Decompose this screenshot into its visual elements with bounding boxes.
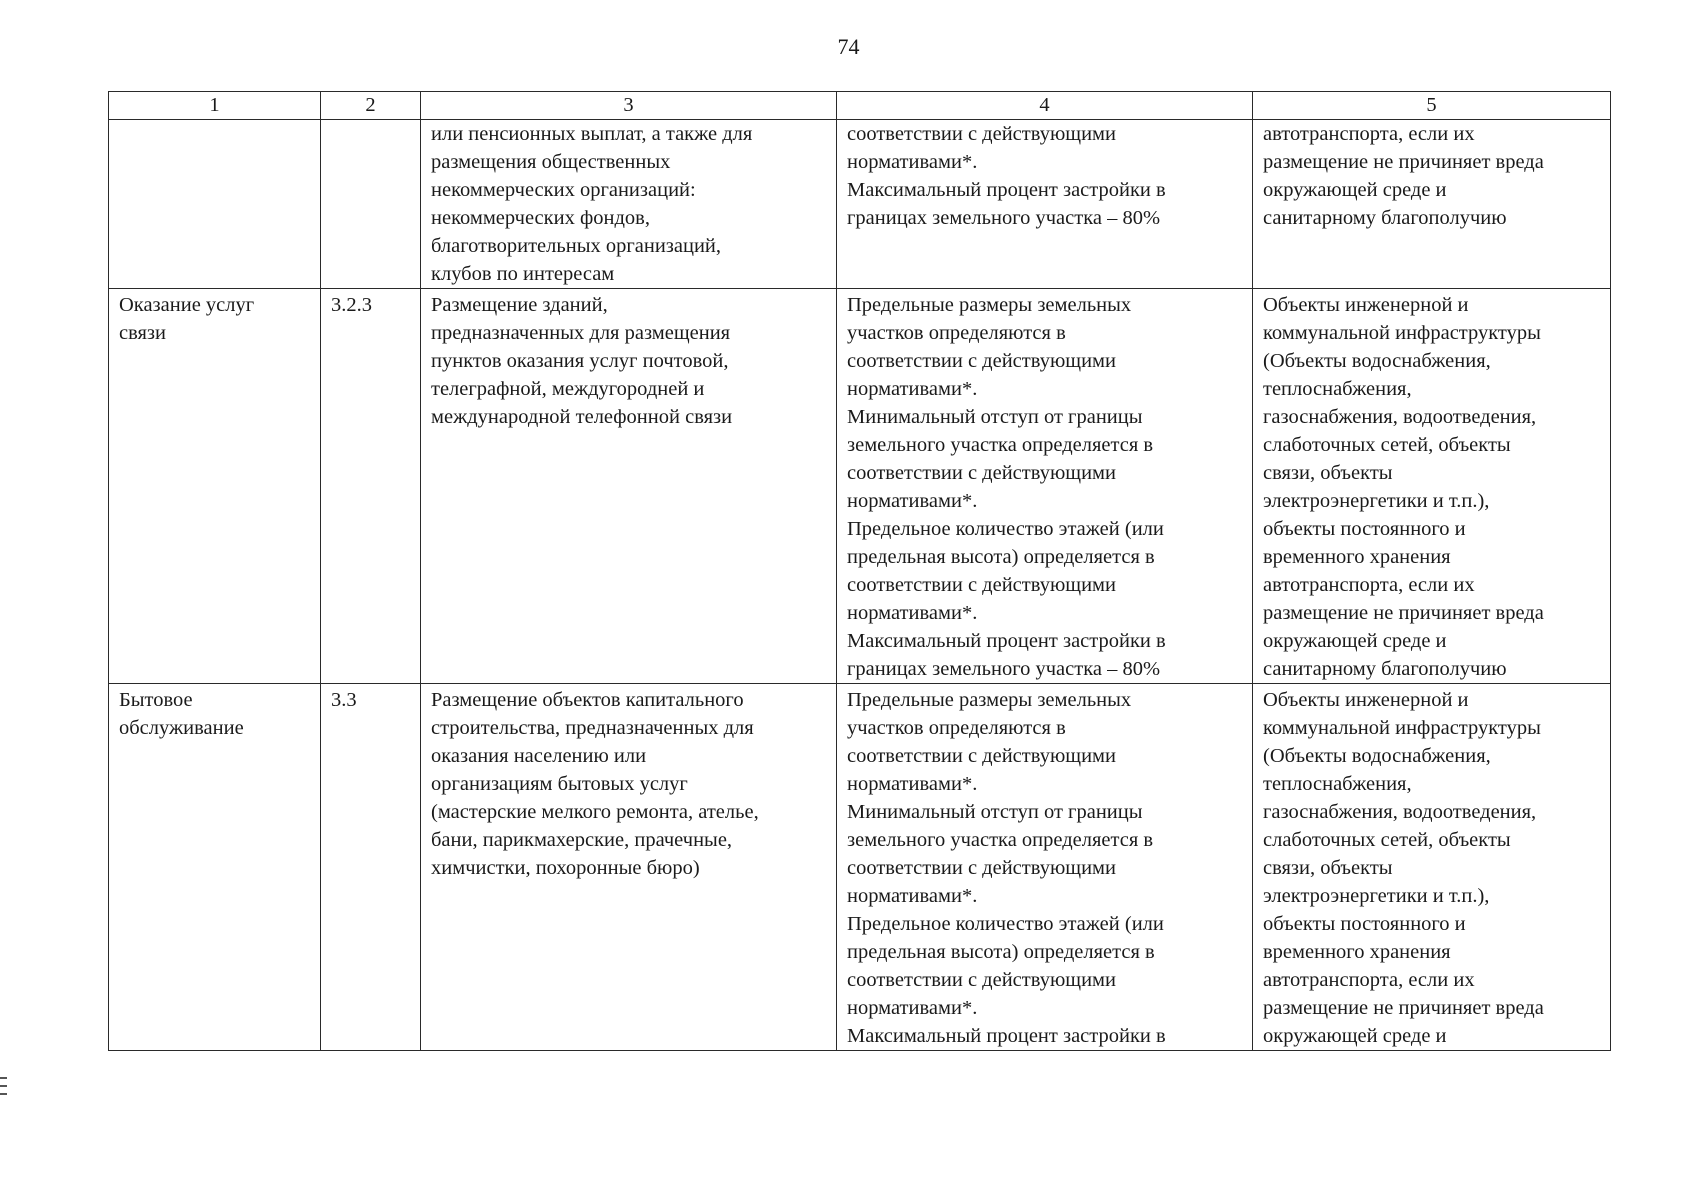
use-name-text: Оказание услуг связи [119,294,255,344]
description-cell [421,684,837,1051]
description-cell [421,120,837,289]
column-header-1: 1 [109,92,321,120]
table-row [109,289,1611,684]
use-name-cell [109,120,321,289]
scan-mark [0,1093,7,1095]
use-name-cell [109,289,321,684]
table-row [109,120,1611,289]
page-number: 74 [837,34,860,59]
use-code-text: 3.2.3 [331,294,372,316]
parameters-text: соответствии с действующими нормативами*. Максимальный процент застройки в границах земельного участка – 80% [847,123,1166,229]
column-header-4: 4 [837,92,1253,120]
use-code-cell [321,684,421,1051]
column-header-5: 5 [1253,92,1611,120]
use-name-cell [109,684,321,1051]
table-body [109,120,1611,1051]
use-code-cell [321,120,421,289]
table-header [109,92,1611,120]
scan-mark [0,1077,7,1079]
parameters-text: Предельные размеры земельных участков определяются в соответствии с действующими нормативами*. Минимальный отступ от границы земельного участка определяется в соответствии с действующими нормативами*. Предельное количество этажей (или предельная высота) определяется в соответствии с действующими нормативами*. Максимальный процент застройки в границах земельного участка – 80% [847,294,1166,680]
regulations-table [108,91,1611,1051]
auxiliary-text: автотранспорта, если их размещение не причиняет вреда окружающей среде и санитарному благополучию [1263,123,1544,229]
parameters-cell [837,120,1253,289]
header-row [109,92,1611,120]
description-cell [421,289,837,684]
parameters-cell [837,684,1253,1051]
description-text: Размещение объектов капитального строительства, предназначенных для оказания населению или организациям бытовых услуг (мастерские мелкого ремонта, ателье, бани, парикмахерские, прачечные, химчистки, похоронные бюро) [431,689,759,879]
column-header-2: 2 [321,92,421,120]
auxiliary-cell [1253,289,1611,684]
parameters-text: Предельные размеры земельных участков определяются в соответствии с действующими нормативами*. Минимальный отступ от границы земельного участка определяется в соответствии с действующими нормативами*. Предельное количество этажей (или предельная высота) определяется в соответствии с действующими нормативами*. Максимальный процент застройки в [847,689,1166,1047]
description-text: или пенсионных выплат, а также для размещения общественных некоммерческих организаций: некоммерческих фондов, благотворительных организаций, клубов по интересам [431,123,753,285]
auxiliary-text: Объекты инженерной и коммунальной инфраструктуры (Объекты водоснабжения, теплоснабжения, газоснабжения, водоотведения, слаботочных сетей, объекты связи, объекты электроэнергетики и т.п.), объекты постоянного и временного хранения автотранспорта, если их размещение не причиняет вреда окружающей среде и санитарному благополучию [1263,294,1544,680]
table-row [109,684,1611,1051]
use-code-text: 3.3 [331,689,357,711]
auxiliary-cell [1253,120,1611,289]
use-code-cell [321,289,421,684]
use-name-text: Бытовое обслуживание [119,689,244,739]
scan-mark [0,1085,7,1087]
auxiliary-cell [1253,684,1611,1051]
column-header-3: 3 [421,92,837,120]
auxiliary-text: Объекты инженерной и коммунальной инфраструктуры (Объекты водоснабжения, теплоснабжения, газоснабжения, водоотведения, слаботочных сетей, объекты связи, объекты электроэнергетики и т.п.), объекты постоянного и временного хранения автотранспорта, если их размещение не причиняет вреда окружающей среде и [1263,689,1544,1047]
parameters-cell [837,289,1253,684]
description-text: Размещение зданий, предназначенных для размещения пунктов оказания услуг почтовой, телеграфной, междугородней и международной телефонной связи [431,294,733,428]
